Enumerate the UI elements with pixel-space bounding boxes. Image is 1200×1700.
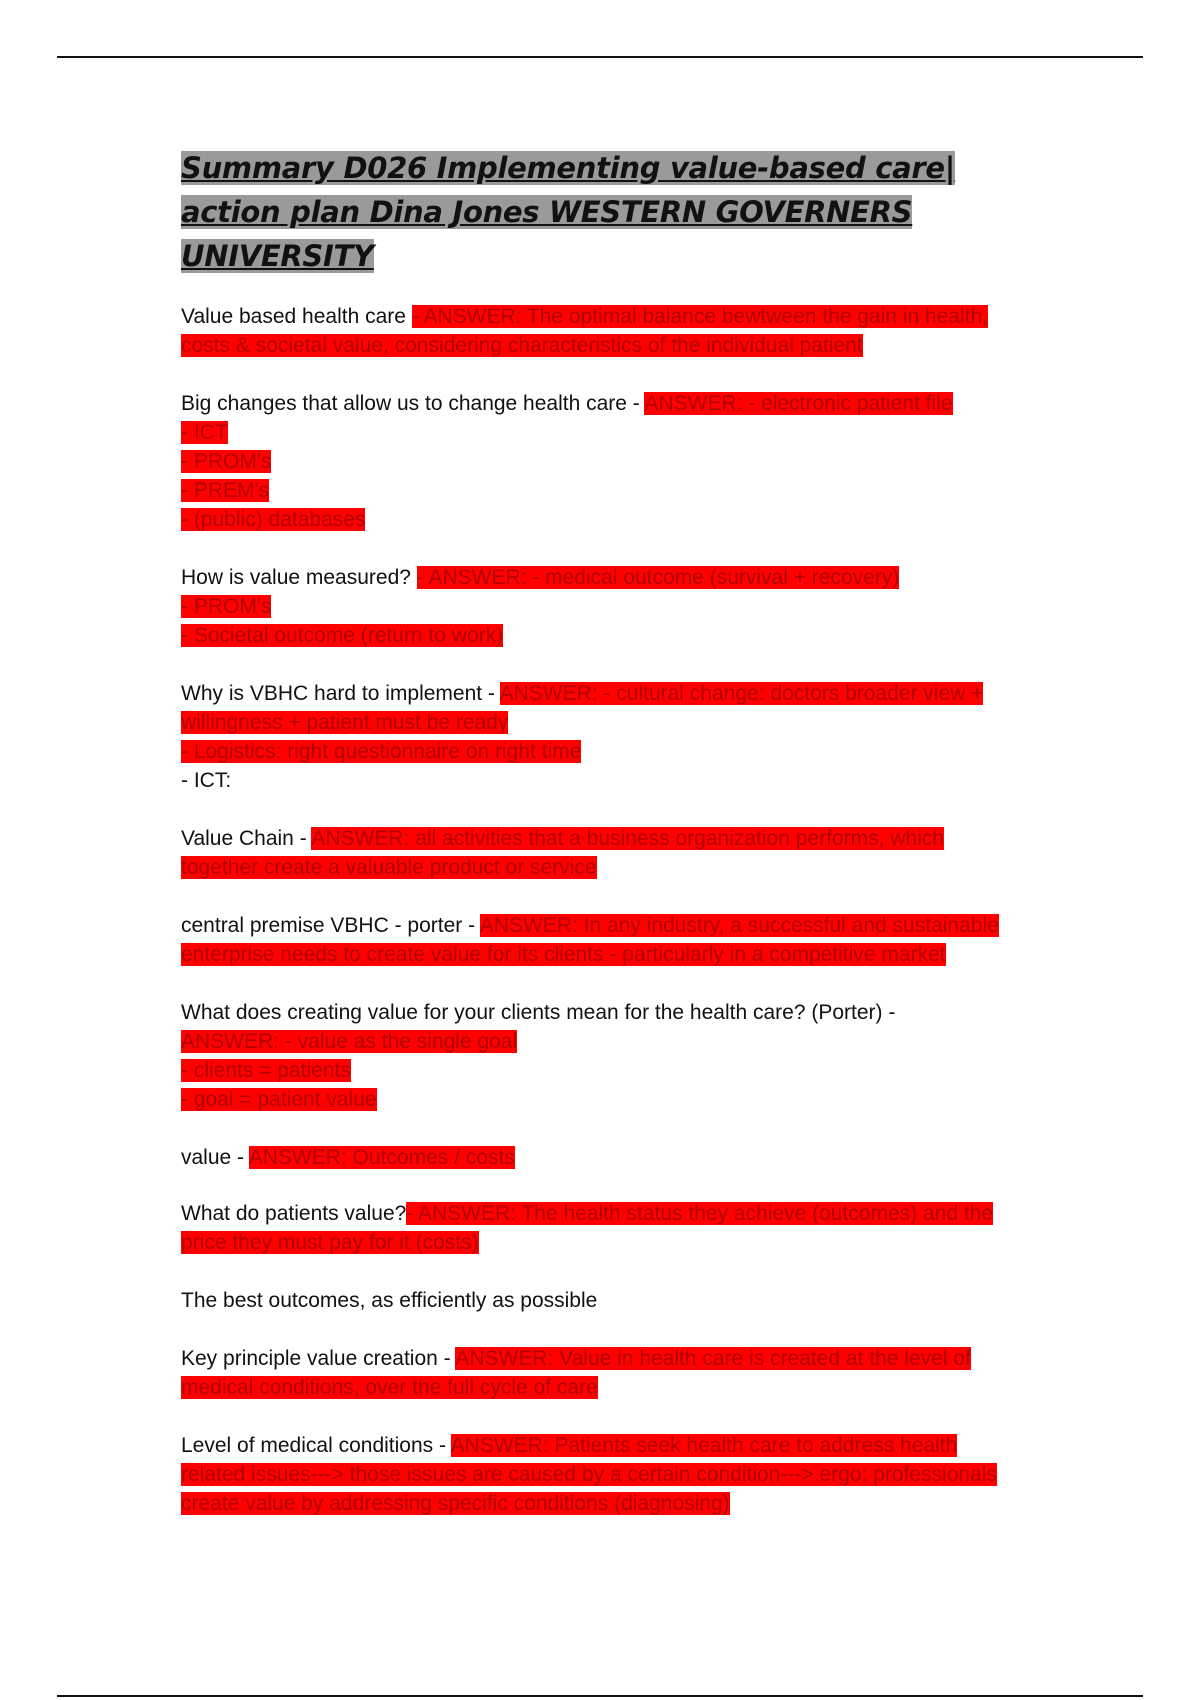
- header-rule: [57, 56, 1143, 58]
- qa-item: [181, 1199, 1021, 1257]
- answer-line: - clients = patients: [181, 1059, 351, 1082]
- question-text: Big changes that allow us to change health care -: [181, 392, 645, 415]
- footer-rule: [57, 1695, 1143, 1697]
- document-page: [181, 146, 1021, 1547]
- answer-line: - ICT: [181, 421, 228, 444]
- qa-item: [181, 389, 1021, 534]
- question-text: What does creating value for your clients mean for the health care? (Porter) -: [181, 1001, 896, 1024]
- answer-text: ANSWER: - electronic patient file: [644, 392, 953, 415]
- answer-text: ANSWER: all activities that a business organization performs, which together create a valuable product or service: [181, 827, 944, 879]
- qa-item: [181, 824, 1021, 882]
- answer-line: - PREM's: [181, 479, 270, 502]
- qa-item: [181, 1431, 1021, 1518]
- question-text: What do patients value?: [181, 1202, 407, 1225]
- qa-item: [181, 1344, 1021, 1402]
- question-text: Value Chain -: [181, 827, 312, 850]
- answer-line: - PROM's: [181, 450, 272, 473]
- qa-item: [181, 1143, 1021, 1172]
- answer-line: - (public) databases: [181, 508, 366, 531]
- question-text: Key principle value creation -: [181, 1347, 456, 1370]
- answer-line: - Logistics: right questionnaire on right time: [181, 740, 582, 763]
- qa-item: [181, 911, 1021, 969]
- answer-line: - Societal outcome (return to work): [181, 624, 504, 647]
- qa-item: [181, 998, 1021, 1114]
- answer-text: - ANSWER: - medical outcome (survival + recovery): [416, 566, 900, 589]
- answer-line: - goal = patient value: [181, 1088, 377, 1111]
- qa-item: [181, 679, 1021, 795]
- answer-text: ANSWER: - value as the single goal: [181, 1030, 518, 1053]
- qa-item: [181, 302, 1021, 360]
- question-text: Level of medical conditions -: [181, 1434, 451, 1457]
- plain-paragraph: [181, 1286, 1021, 1315]
- answer-text: ANSWER: In any industry, a successful and sustainable enterprise needs to create value for its clients - particularly in a competitive market: [181, 914, 999, 966]
- document-title: Summary D026 Implementing value-based care| action plan Dina Jones WESTERN GOVERNERS UNIVERSITY: [181, 151, 956, 273]
- answer-text: ANSWER: Outcomes / costs: [248, 1146, 515, 1169]
- answer-text: - ANSWER: The health status they achieve (outcomes) and the price they must pay for it (costs): [181, 1202, 994, 1254]
- answer-text: ANSWER: Value in health care is created at the level of medical conditions, over the full cycle of care: [181, 1347, 971, 1399]
- answer-tail: - ICT:: [181, 769, 232, 792]
- question-text: value -: [181, 1146, 249, 1169]
- question-text: central premise VBHC - porter -: [181, 914, 480, 937]
- answer-text: ANSWER: - cultural change: doctors broader view + willingness + patient must be ready: [181, 682, 984, 734]
- question-text: Value based health care: [181, 305, 412, 328]
- answer-text: ANSWER: Patients seek health care to address health related issues---> those issues are caused by a certain condition---> ergo: professionals create value by addressing specific conditions (diagnosing): [181, 1434, 997, 1515]
- question-text: How is value measured?: [181, 566, 417, 589]
- answer-text: - ANSWER: The optimal balance bewtween the gain in health, costs & societal value, considering characteristics of the individual patient: [181, 305, 989, 357]
- answer-line: - PROM's: [181, 595, 272, 618]
- question-text: Why is VBHC hard to implement -: [181, 682, 500, 705]
- plain-text: The best outcomes, as efficiently as possible: [181, 1289, 598, 1312]
- qa-item: [181, 563, 1021, 650]
